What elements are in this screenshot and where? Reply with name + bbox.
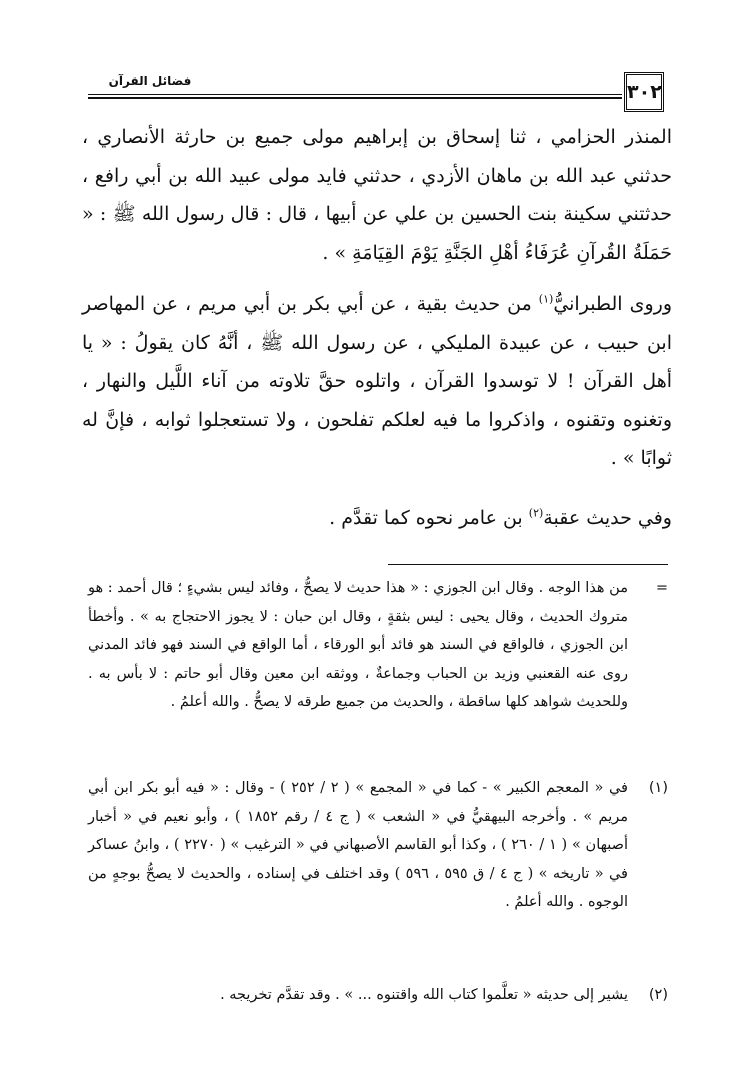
continuation-mark: =: [655, 580, 668, 596]
footnote-text: يشير إلى حديثه « تعلَّموا كتاب الله واقتنوه ... » . وقد تقدَّم تخريجه .: [220, 987, 628, 1003]
footnote-item: [88, 774, 668, 917]
footnote-continued: [88, 574, 668, 717]
footnote-number: (٢): [648, 987, 668, 1003]
running-title: فضائل القرآن: [108, 74, 192, 88]
body-paragraph-3: [82, 499, 672, 538]
footnote-text: في « المعجم الكبير » - كما في « المجمع » ( ٢ / ٢٥٢ ) - وقال : « فيه أبو بكر ابن أبي مريم » . وأخرجه البيهقيُّ في « الشعب » ( ج ٤ / رقم ١٨٥٢ ) ، وأبو نعيم في « أخبار أصبهان » ( ١ / ٢٦٠ ) ، وكذا أبو القاسم الأصبهاني في « الترغيب » ( ٢٢٧٠ ) ، وابنُ عساكر في « تاريخه » ( ج ٤ / ق ٥٩٥ ، ٥٩٦ ) وقد اختلف في إسناده ، والحديث لا يصحُّ بوجهٍ من الوجوه . والله أعلمُ .: [88, 780, 629, 910]
footnote-separator: [388, 564, 668, 565]
paragraph-text-3: [82, 499, 672, 538]
footnote-item: [88, 981, 668, 1010]
body-paragraph-2: [82, 285, 672, 478]
footnote-ref-2[interactable]: (٢): [528, 506, 544, 520]
paragraph-text: المنذر الحزامي ، ثنا إسحاق بن إبراهيم مولى جميع بن حارثة الأنصاري ، حدثني عبد الله بن ماهان الأزدي ، حدثني فايد مولى عبيد الله بن أبي رافع ، حدثتني سكينة بنت الحسين بن علي عن أبيها ، قال : قال رسول الله ﷺ : « حَمَلَةُ القُرآنِ عُرَفَاءُ أهْلِ الجَنَّةِ يَوْمَ القِيَامَةِ » .: [82, 126, 672, 264]
footnote-text: من هذا الوجه . وقال ابن الجوزي : « هذا حديث لا يصحُّ ، وفائد ليس بشيءٍ ؛ قال أحمد : هو متروك الحديث ، وقال يحيى : ليس بثقةٍ ، وقال ابن حبان : لا يجوز الاحتجاج به » . وأخطأ ابن الجوزي ، فالواقع في السند هو فائد أبو الورقاء ، أما الواقع في السند فهو فائد المدني روى عنه القعنبي وزيد بن الحباب وجماعةٌ ، ووثقه ابن معين وقال أبو حاتم : لا بأس به . وللحديث شواهد كلها ساقطة ، والحديث من جميع طرقه لا يصحُّ . والله أعلمُ .: [88, 580, 628, 710]
para3-rest: بن عامر نحوه كما تقدَّم .: [329, 507, 529, 529]
body-paragraph-1: [82, 118, 672, 272]
footnote-1: [88, 774, 668, 917]
footnote-ref-1[interactable]: (١): [538, 292, 554, 306]
page-number: ٣٠٢: [627, 81, 662, 103]
para3-lead: وفي حديث عقبة: [543, 507, 672, 529]
header-rule-thick: [88, 97, 622, 99]
paragraph-text-2: [82, 285, 672, 478]
page-number-box: [624, 72, 664, 112]
footnote-item: [88, 574, 668, 717]
header-rule: [88, 94, 622, 95]
para2-rest: من حديث بقية ، عن أبي بكر بن أبي مريم ، عن المهاصر ابن حبيب ، عن عبيدة المليكي ، عن رسول الله ﷺ ، أنَّهُ كان يقولُ : « يا أهل القرآن ! لا توسدوا القرآن ، واتلوه حقَّ تلاوته من آناء اللَّيل والنهار ، وتغنوه وتقنوه ، واذكروا ما فيه لعلكم تفلحون ، ولا تستعجلوا ثوابه ، فإنَّ له ثوابًا » .: [82, 293, 672, 469]
para2-lead: وروى الطبرانيُّ: [553, 293, 672, 315]
footnote-number: (١): [648, 780, 668, 796]
footnote-2: [88, 981, 668, 1010]
